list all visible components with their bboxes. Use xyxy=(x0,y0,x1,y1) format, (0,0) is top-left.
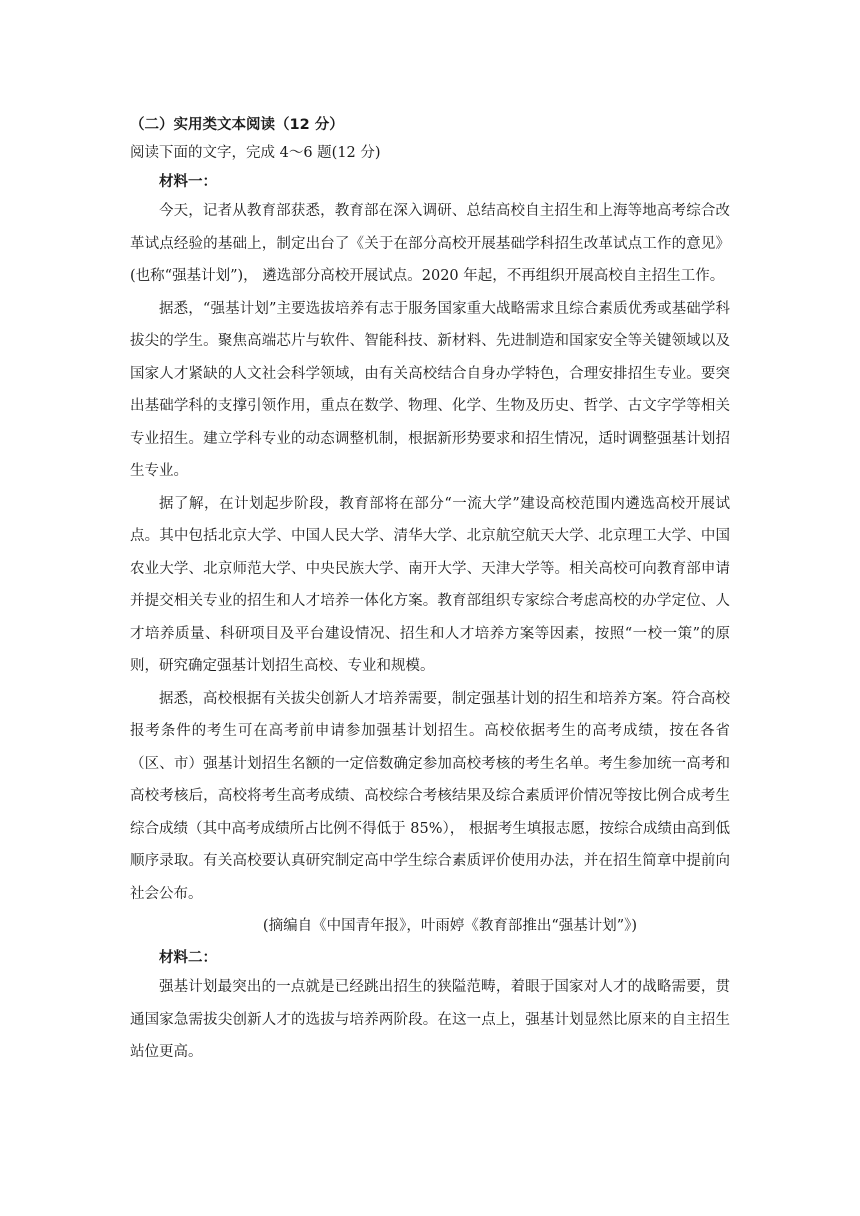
instruction: 阅读下面的文字，完成 4～6 题(12 分) xyxy=(130,145,381,161)
paragraph: 据了解，在计划起步阶段，教育部将在部分“一流大学”建设高校范围内遴选高校开展试点。其中包括北京大学、中国人民大学、清华大学、北京航空航天大学、北京理工大学、中国农业大学、北京师范大学、中央民族大学、南开大学、天津大学等。相关高校可向教育部申请并提交相关专业的招生和人才培养一体化方案。教育部组织专家综合考虑高校的办学定位、人才培养质量、科研项目及平台建设情况、招生和人才培养方案等因素，按照“一校一策”的原则，研究确定强基计划招生高校、专业和规模。 xyxy=(130,495,730,674)
section-title: （二）实用类文本阅读（12 分） xyxy=(130,117,344,133)
paragraph: 据悉，高校根据有关拔尖创新人才培养需要，制定强基计划的招生和培养方案。符合高校报考条件的考生可在高考前申请参加强基计划招生。高校依据考生的高考成绩，按在各省（区、市）强基计划招生名额的一定倍数确定参加高校考核的考生名单。考生参加统一高考和高校考核后，高校将考生高考成绩、高校综合考核结果及综合素质评价情况等按比例合成考生综合成绩（其中高考成绩所占比例不得低于 85%）， 根据考生填报志愿，按综合成绩由高到低顺序录取。有关高校要认真研究制定高中学生综合素质评价使用办法，并在招生简章中提前向社会公布。 xyxy=(130,690,730,902)
paragraph: 今天，记者从教育部获悉，教育部在深入调研、总结高校自主招生和上海等地高考综合改革试点经验的基础上，制定出台了《关于在部分高校开展基础学科招生改革试点工作的意见》(也称“强基计划”)， 遴选部分高校开展试点。2020 年起，不再组织开展高校自主招生工作。 xyxy=(130,203,730,284)
paragraph: 强基计划最突出的一点就是已经跳出招生的狭隘范畴，着眼于国家对人才的战略需要，贯通国家急需拔尖创新人才的选拔与培养两阶段。在这一点上，强基计划显然比原来的自主招生站位更高。 xyxy=(130,979,730,1060)
material-1-heading: 材料一： xyxy=(159,174,217,190)
paragraph: 据悉，“强基计划”主要选拔培养有志于服务国家重大战略需求且综合素质优秀或基础学科拔尖的学生。聚焦高端芯片与软件、智能科技、新材料、先进制造和国家安全等关键领域以及国家人才紧缺的人文社会科学领域，由有关高校结合自身办学特色，合理安排招生专业。要突出基础学科的支撑引领作用，重点在数学、物理、化学、生物及历史、哲学、古文字学等相关专业招生。建立学科专业的动态调整机制，根据新形势要求和招生情况，适时调整强基计划招生专业。 xyxy=(130,300,730,479)
material-2 xyxy=(130,942,730,1069)
material-2-heading: 材料二： xyxy=(159,950,217,966)
material-1-source: (摘编自《中国青年报》，叶雨婷《教育部推出“强基计划”》) xyxy=(262,918,638,934)
material-1 xyxy=(130,166,730,942)
document-page xyxy=(130,112,730,1069)
